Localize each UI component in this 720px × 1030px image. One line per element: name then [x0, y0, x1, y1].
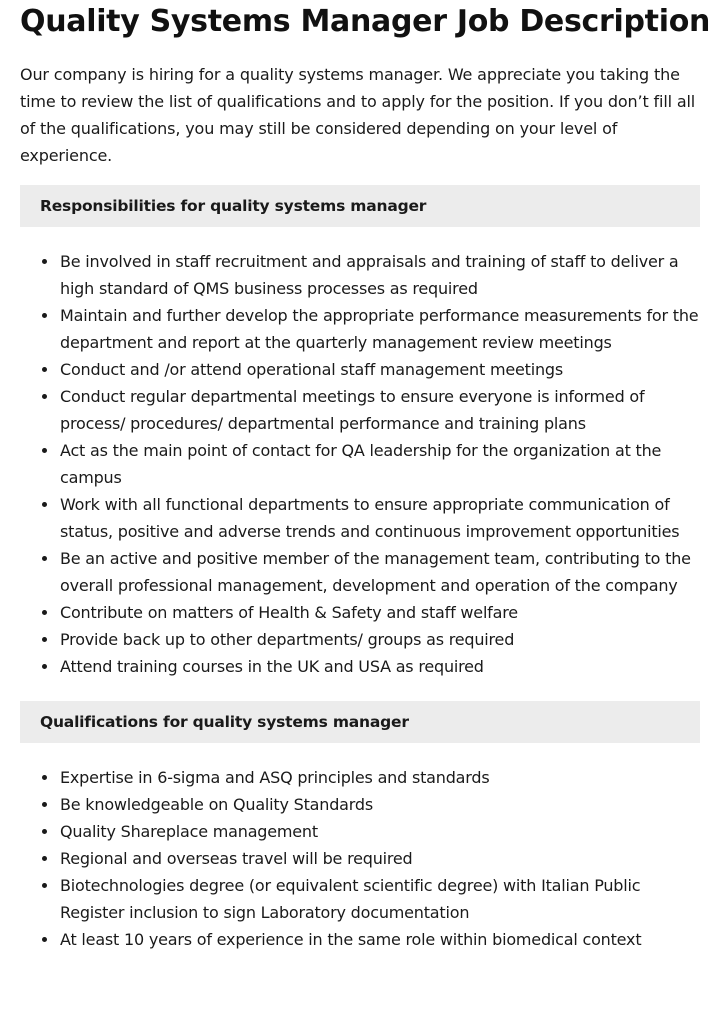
list-item [60, 302, 700, 356]
list-item-text: Work with all functional departments to ensure appropriate communication of status, positive and adverse trends and continuous improvement opportunities [60, 495, 680, 541]
intro-paragraph: Our company is hiring for a quality systems manager. We appreciate you taking the time to review the list of qualifications and to apply for the position. If you don’t fill all of the qualifications, you may still be considered depending on your level of experience. [20, 65, 696, 165]
list-item [60, 545, 700, 599]
list-item [60, 818, 700, 845]
bullet-icon [42, 394, 47, 399]
list-item [60, 356, 700, 383]
bullet-icon [42, 367, 47, 372]
qualifications-list [20, 764, 700, 953]
list-item [60, 764, 700, 791]
list-item [60, 491, 700, 545]
bullet-icon [42, 610, 47, 615]
bullet-icon [42, 829, 47, 834]
list-item [60, 845, 700, 872]
bullet-icon [42, 637, 47, 642]
bullet-icon [42, 556, 47, 561]
page-title: Quality Systems Manager Job Description [20, 4, 711, 39]
list-item [60, 926, 700, 953]
list-item [60, 791, 700, 818]
list-item-text: Expertise in 6-sigma and ASQ principles and standards [60, 768, 490, 787]
list-item-text: Be knowledgeable on Quality Standards [60, 795, 373, 814]
bullet-icon [42, 502, 47, 507]
bullet-icon [42, 448, 47, 453]
responsibilities-heading: Responsibilities for quality systems manager [20, 185, 700, 227]
bullet-icon [42, 802, 47, 807]
list-item-text: Maintain and further develop the appropriate performance measurements for the department and report at the quarterly management review meetings [60, 306, 699, 352]
bullet-icon [42, 664, 47, 669]
responsibilities-list [20, 248, 700, 680]
list-item-text: Conduct regular departmental meetings to ensure everyone is informed of process/ procedures/ departmental performance and training plans [60, 387, 645, 433]
list-item-text: Act as the main point of contact for QA leadership for the organization at the campus [60, 441, 662, 487]
list-item-text: Provide back up to other departments/ groups as required [60, 630, 515, 649]
list-item [60, 653, 700, 680]
list-item-text: Be involved in staff recruitment and appraisals and training of staff to deliver a high standard of QMS business processes as required [60, 252, 679, 298]
list-item-text: Regional and overseas travel will be required [60, 849, 413, 868]
list-item-text: Biotechnologies degree (or equivalent scientific degree) with Italian Public Register inclusion to sign Laboratory documentation [60, 876, 641, 922]
list-item-text: Quality Shareplace management [60, 822, 318, 841]
list-item [60, 626, 700, 653]
list-item-text: Be an active and positive member of the management team, contributing to the overall professional management, development and operation of the company [60, 549, 691, 595]
list-item [60, 383, 700, 437]
qualifications-heading: Qualifications for quality systems manager [20, 701, 700, 743]
list-item [60, 872, 700, 926]
list-item [60, 599, 700, 626]
list-item-text: Conduct and /or attend operational staff management meetings [60, 360, 563, 379]
bullet-icon [42, 259, 47, 264]
bullet-icon [42, 883, 47, 888]
list-item-text: Attend training courses in the UK and USA as required [60, 657, 484, 676]
list-item [60, 248, 700, 302]
bullet-icon [42, 856, 47, 861]
list-item-text: At least 10 years of experience in the same role within biomedical context [60, 930, 642, 949]
bullet-icon [42, 313, 47, 318]
bullet-icon [42, 937, 47, 942]
list-item [60, 437, 700, 491]
bullet-icon [42, 775, 47, 780]
list-item-text: Contribute on matters of Health & Safety and staff welfare [60, 603, 518, 622]
